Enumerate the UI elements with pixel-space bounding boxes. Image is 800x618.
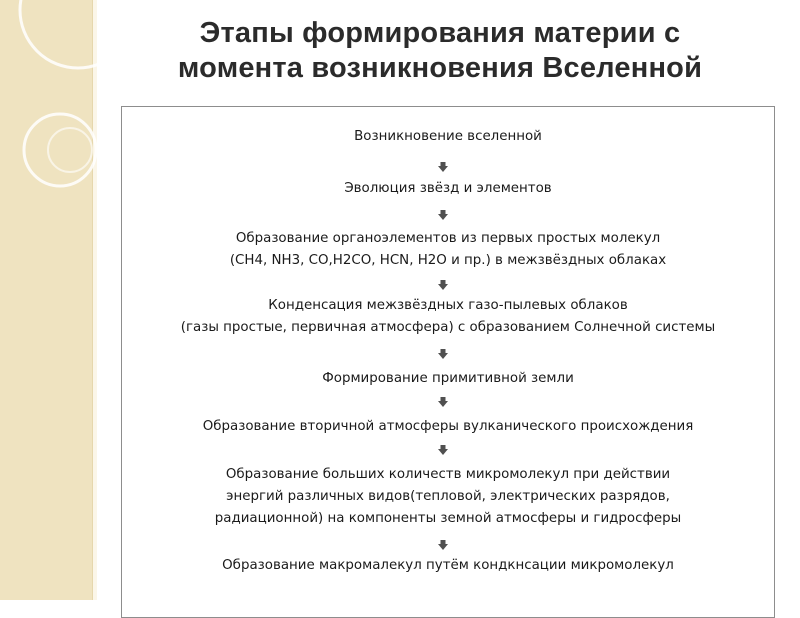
down-arrow-icon	[438, 540, 448, 550]
down-arrow-icon	[438, 280, 448, 290]
step-universe-origin	[122, 126, 774, 148]
down-arrow-icon	[438, 162, 448, 172]
step-condensation	[122, 295, 774, 339]
step-4-line-1: Конденсация межзвёздных газо-пылевых облаков	[268, 298, 628, 313]
step-micromolecules	[122, 464, 774, 530]
down-arrow-icon	[438, 397, 448, 407]
step-primitive-earth	[122, 368, 774, 390]
step-1-text: Возникновение вселенной	[354, 129, 542, 144]
flowchart-panel	[121, 106, 775, 618]
slide-title-line-1: Этапы формирования материи с	[199, 17, 681, 49]
down-arrow-icon	[438, 349, 448, 359]
step-organoelements	[122, 228, 774, 272]
step-8-text: Образование макромалекул путём кондкнсации микромолекул	[222, 558, 674, 573]
slide-title-line-2: момента возникновения Вселенной	[177, 52, 703, 84]
step-7-line-1: Образование больших количеств микромолекул при действии	[225, 467, 671, 482]
step-7-line-3: радиационной) на компоненты земной атмосферы и гидросферы	[214, 511, 682, 526]
step-3-line-1: Образование органоэлементов из первых простых молекул	[235, 231, 661, 246]
slide-title	[120, 16, 760, 86]
step-3-line-2: (CH4, NH3, CO,H2CO, HCN, H2O и пр.) в межзвёздных облаках	[229, 253, 667, 268]
step-5-text: Формирование примитивной земли	[322, 371, 574, 386]
step-stellar-evolution	[122, 178, 774, 200]
step-2-text: Эволюция звёзд и элементов	[344, 181, 552, 196]
step-7-line-2: энергий различных видов(тепловой, электрических разрядов,	[226, 489, 670, 504]
down-arrow-icon	[438, 210, 448, 220]
step-macromolecules	[122, 555, 774, 577]
step-6-text: Образование вторичной атмосферы вулканического происхождения	[202, 419, 694, 434]
step-4-line-2: (газы простые, первичная атмосфера) с образованием Солнечной системы	[180, 320, 716, 335]
step-secondary-atmosphere	[122, 416, 774, 438]
down-arrow-icon	[438, 445, 448, 455]
decorative-circles	[0, 0, 100, 600]
